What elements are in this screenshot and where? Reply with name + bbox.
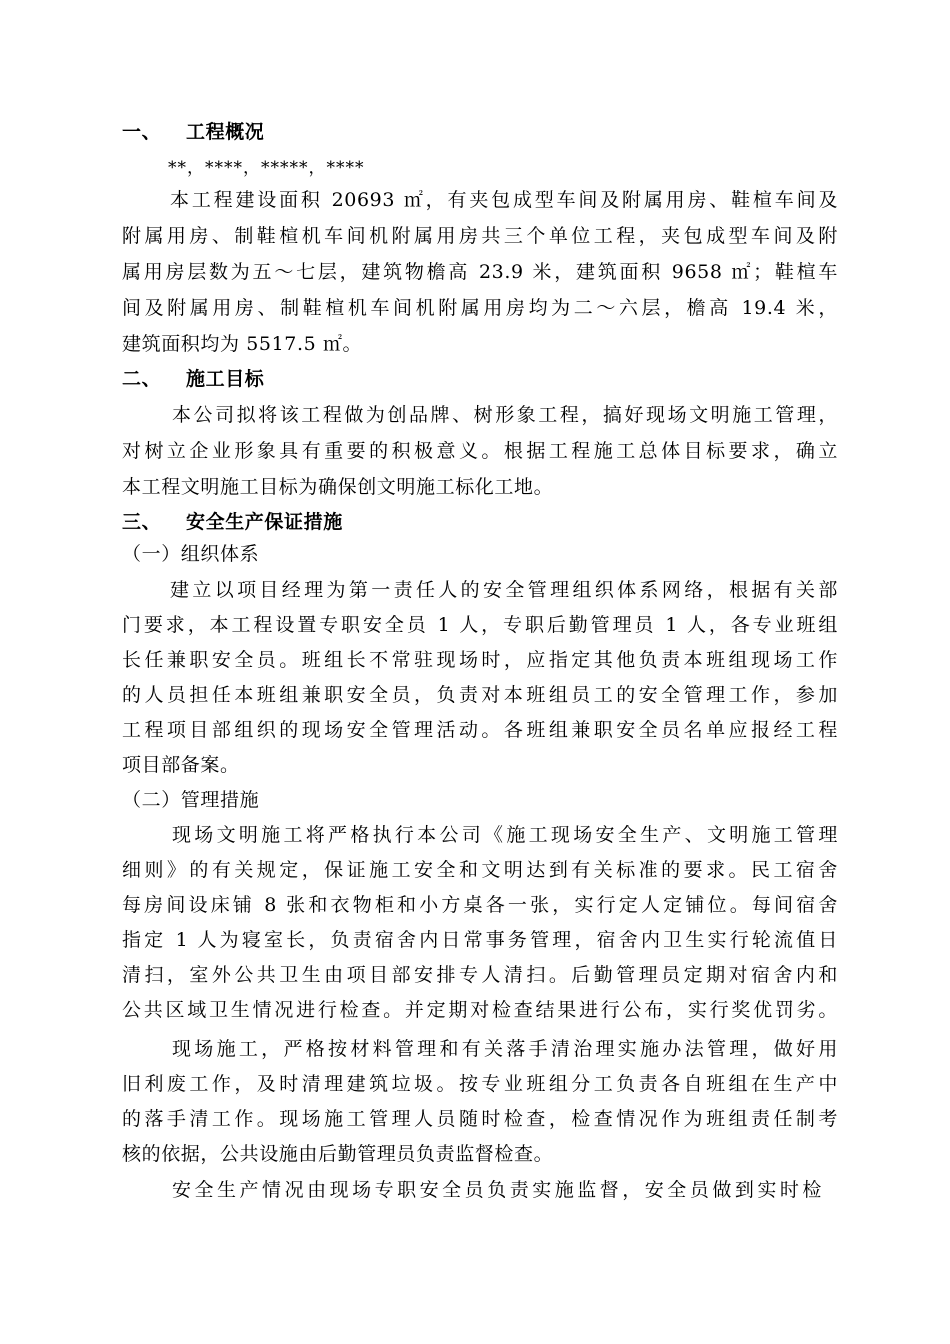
section-number: 二、 <box>122 368 162 390</box>
paragraph-line: 附属用房、制鞋楦机车间机附属用房共三个单位工程，夹包成型车间及附 <box>122 225 838 247</box>
section-title: 安全生产保证措施 <box>186 511 343 533</box>
paragraph-line: 门要求，本工程设置专职安全员 1 人，专职后勤管理员 1 人，各专业班组 <box>122 614 838 636</box>
paragraph-line: 项目部备案。 <box>122 754 240 776</box>
paragraph-line: 工程项目部组织的现场安全管理活动。各班组兼职安全员名单应报经工程 <box>122 719 838 741</box>
section-heading-3 <box>122 509 343 535</box>
section-title: 施工目标 <box>186 368 265 390</box>
paragraph-line: 本工程建设面积 20693 ㎡，有夹包成型车间及附属用房、鞋楦车间及 <box>170 189 838 211</box>
paragraph-line: 公共区域卫生情况进行检查。并定期对检查结果进行公布，实行奖优罚劣。 <box>122 999 838 1021</box>
paragraph-line: 现场施工，严格按材料管理和有关落手清治理实施办法管理，做好用 <box>172 1038 838 1060</box>
section-title: 工程概况 <box>186 121 265 143</box>
masked-text-line: **，****，*****，**** <box>168 158 365 178</box>
paragraph-line: 细则》的有关规定，保证施工安全和文明达到有关标准的要求。民工宿舍 <box>122 859 838 881</box>
subsection-heading-2: （二）管理措施 <box>122 789 260 811</box>
paragraph-line: 建立以项目经理为第一责任人的安全管理组织体系网络，根据有关部 <box>170 579 838 601</box>
paragraph-line: 的人员担任本班组兼职安全员，负责对本班组员工的安全管理工作，参加 <box>122 684 838 706</box>
subsection-heading-1: （一）组织体系 <box>122 543 260 565</box>
paragraph-line: 的落手清工作。现场施工管理人员随时检查，检查情况作为班组责任制考 <box>122 1108 838 1130</box>
section-heading-2 <box>122 366 264 392</box>
paragraph-line: 每房间设床铺 8 张和衣物柜和小方桌各一张，实行定人定铺位。每间宿舍 <box>122 894 838 916</box>
paragraph-line: 安全生产情况由现场专职安全员负责实施监督，安全员做到实时检 <box>172 1179 822 1201</box>
section-number: 一、 <box>122 121 162 143</box>
paragraph-line: 核的依据，公共设施由后勤管理员负责监督检查。 <box>122 1143 554 1165</box>
paragraph-line: 间及附属用房、制鞋楦机车间机附属用房均为二～六层，檐高 19.4 米， <box>122 297 838 319</box>
paragraph-line: 属用房层数为五～七层，建筑物檐高 23.9 米，建筑面积 9658 ㎡；鞋楦车 <box>122 261 838 283</box>
paragraph-line: 指定 1 人为寝室长，负责宿舍内日常事务管理，宿舍内卫生实行轮流值日 <box>122 929 838 951</box>
paragraph-line: 本公司拟将该工程做为创品牌、树形象工程，搞好现场文明施工管理， <box>172 404 838 426</box>
paragraph-line: 现场文明施工将严格执行本公司《施工现场安全生产、文明施工管理 <box>172 824 838 846</box>
paragraph-line: 对树立企业形象具有重要的积极意义。根据工程施工总体目标要求，确立 <box>122 440 838 462</box>
paragraph-line: 建筑面积均为 5517.5 ㎡。 <box>122 333 363 355</box>
section-heading-1 <box>122 119 264 145</box>
paragraph-line: 清扫，室外公共卫生由项目部安排专人清扫。后勤管理员定期对宿舍内和 <box>122 964 838 986</box>
paragraph-line: 本工程文明施工目标为确保创文明施工标化工地。 <box>122 476 554 498</box>
paragraph-line: 长任兼职安全员。班组长不常驻现场时，应指定其他负责本班组现场工作 <box>122 649 838 671</box>
paragraph-line: 旧利废工作，及时清理建筑垃圾。按专业班组分工负责各自班组在生产中 <box>122 1073 838 1095</box>
section-number: 三、 <box>122 511 162 533</box>
